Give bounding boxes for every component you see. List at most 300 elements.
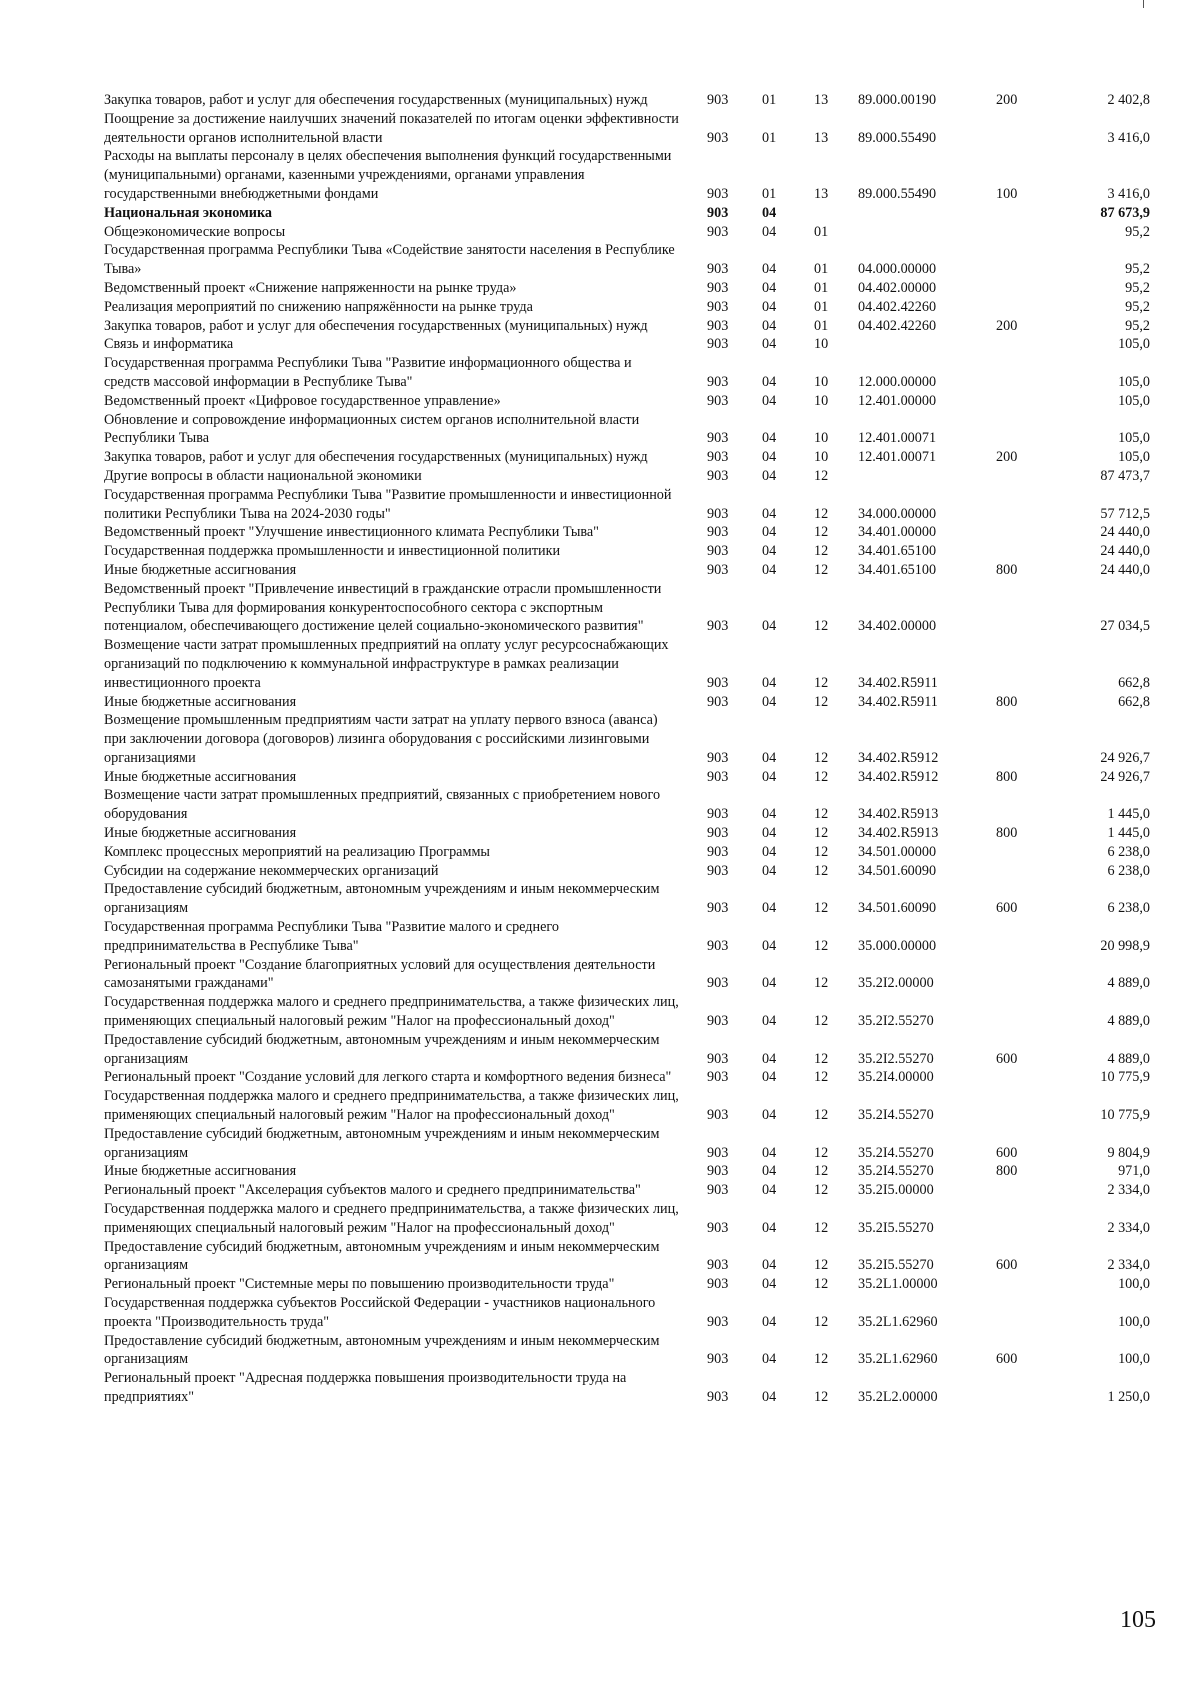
amount: 2 402,8 bbox=[1107, 92, 1150, 108]
budget-table bbox=[104, 91, 1154, 1407]
department-code: 903 bbox=[707, 373, 729, 390]
department-code: 903 bbox=[707, 449, 729, 466]
subsection-code: 12 bbox=[814, 900, 829, 917]
amount: 20 998,9 bbox=[1100, 937, 1150, 954]
amount: 24 926,7 bbox=[1100, 749, 1150, 766]
expense-type-code: 600 bbox=[996, 1050, 1018, 1067]
target-article-code: 12.401.00000 bbox=[858, 392, 937, 409]
table-row bbox=[104, 1031, 1154, 1069]
department-code: 903 bbox=[707, 1313, 729, 1330]
amount: 100,0 bbox=[1118, 1351, 1150, 1368]
target-article-code: 34.501.00000 bbox=[858, 843, 937, 860]
subsection-code: 12 bbox=[814, 1144, 829, 1161]
subsection-code: 12 bbox=[814, 1276, 829, 1293]
target-article-code: 34.402.R5912 bbox=[858, 749, 939, 766]
department-code: 903 bbox=[707, 749, 729, 766]
department-code: 903 bbox=[707, 1107, 729, 1124]
expense-type-code: 600 bbox=[996, 1257, 1018, 1274]
target-article-code: 12.401.00071 bbox=[858, 449, 937, 466]
table-row bbox=[104, 843, 1154, 862]
target-article-code: 04.402.42260 bbox=[858, 298, 937, 315]
section-code: 04 bbox=[762, 1257, 777, 1274]
department-code: 903 bbox=[707, 129, 729, 146]
amount: 24 440,0 bbox=[1100, 543, 1150, 560]
section-code: 04 bbox=[762, 618, 777, 635]
amount: 1 445,0 bbox=[1107, 806, 1150, 823]
table-row bbox=[104, 223, 1154, 242]
amount: 95,2 bbox=[1125, 317, 1150, 334]
expense-name: Иные бюджетные ассигнования bbox=[104, 561, 297, 578]
table-row bbox=[104, 918, 1154, 956]
expense-name: Региональный проект "Создание условий для легкого старта и комфортного ведения бизнеса" bbox=[104, 1069, 672, 1086]
department-code: 903 bbox=[707, 1219, 729, 1236]
expense-name: Предоставление субсидий бюджетным, автономным учреждениям и иным некоммерческим организациям bbox=[104, 1332, 660, 1368]
subsection-code: 12 bbox=[814, 561, 829, 578]
subsection-code: 12 bbox=[814, 467, 829, 484]
target-article-code: 04.402.00000 bbox=[858, 279, 937, 296]
expense-type-code: 800 bbox=[996, 561, 1018, 578]
department-code: 903 bbox=[707, 862, 729, 879]
section-code: 04 bbox=[762, 937, 777, 954]
expense-name: Региональный проект "Акселерация субъектов малого и среднего предпринимательства" bbox=[104, 1182, 641, 1199]
table-row bbox=[104, 711, 1154, 767]
section-code: 04 bbox=[762, 1050, 777, 1067]
department-code: 903 bbox=[707, 825, 729, 842]
expense-name: Предоставление субсидий бюджетным, автономным учреждениям и иным некоммерческим организациям bbox=[104, 1031, 660, 1067]
table-row bbox=[104, 862, 1154, 881]
amount: 87 673,9 bbox=[1100, 204, 1150, 221]
target-article-code: 34.402.R5911 bbox=[858, 674, 938, 691]
expense-name: Комплекс процессных мероприятий на реализацию Программы bbox=[104, 843, 490, 860]
target-article-code: 35.2I5.55270 bbox=[858, 1257, 934, 1274]
expense-type-code: 800 bbox=[996, 825, 1018, 842]
amount: 4 889,0 bbox=[1107, 975, 1150, 992]
target-article-code: 35.2I2.55270 bbox=[858, 1050, 934, 1067]
department-code: 903 bbox=[707, 618, 729, 635]
subsection-code: 13 bbox=[814, 129, 829, 146]
expense-name: Региональный проект "Создание благоприятных условий для осуществления деятельности самозанятыми гражданами" bbox=[104, 956, 656, 992]
expense-name: Субсидии на содержание некоммерческих организаций bbox=[104, 862, 439, 879]
target-article-code: 89.000.00190 bbox=[858, 92, 937, 108]
amount: 105,0 bbox=[1118, 449, 1150, 466]
section-code: 04 bbox=[762, 1069, 777, 1086]
amount: 24 440,0 bbox=[1100, 561, 1150, 578]
department-code: 903 bbox=[707, 806, 729, 823]
table-row bbox=[104, 1275, 1154, 1294]
subsection-code: 12 bbox=[814, 862, 829, 879]
subsection-code: 12 bbox=[814, 825, 829, 842]
expense-name: Ведомственный проект «Снижение напряженности на рынке труда» bbox=[104, 279, 517, 296]
amount: 95,2 bbox=[1125, 261, 1150, 278]
target-article-code: 35.2L1.62960 bbox=[858, 1313, 938, 1330]
expense-name: Государственная поддержка промышленности и инвестиционной политики bbox=[104, 543, 561, 560]
department-code: 903 bbox=[707, 693, 729, 710]
subsection-code: 12 bbox=[814, 674, 829, 691]
amount: 27 034,5 bbox=[1100, 618, 1150, 635]
department-code: 903 bbox=[707, 900, 729, 917]
expense-name: Ведомственный проект "Улучшение инвестиционного климата Республики Тыва" bbox=[104, 524, 599, 541]
subsection-code: 10 bbox=[814, 336, 829, 353]
table-row bbox=[104, 636, 1154, 692]
table-row bbox=[104, 147, 1154, 203]
section-code: 04 bbox=[762, 336, 777, 353]
expense-name: Региональный проект "Адресная поддержка повышения производительности труда на предприятиях" bbox=[104, 1370, 627, 1405]
amount: 105,0 bbox=[1118, 336, 1150, 353]
subsection-code: 12 bbox=[814, 693, 829, 710]
table-row bbox=[104, 241, 1154, 279]
subsection-code: 12 bbox=[814, 1182, 829, 1199]
department-code: 903 bbox=[707, 937, 729, 954]
section-code: 04 bbox=[762, 1013, 777, 1030]
section-code: 04 bbox=[762, 693, 777, 710]
target-article-code: 35.2I2.00000 bbox=[858, 975, 934, 992]
table-row bbox=[104, 317, 1154, 336]
subsection-code: 12 bbox=[814, 1388, 829, 1405]
section-code: 04 bbox=[762, 449, 777, 466]
table-row bbox=[104, 1200, 1154, 1238]
subsection-code: 12 bbox=[814, 1257, 829, 1274]
table-row bbox=[104, 956, 1154, 994]
expense-type-code: 600 bbox=[996, 1144, 1018, 1161]
section-code: 04 bbox=[762, 1144, 777, 1161]
amount: 95,2 bbox=[1125, 279, 1150, 296]
target-article-code: 35.2I4.00000 bbox=[858, 1069, 934, 1086]
amount: 95,2 bbox=[1125, 298, 1150, 315]
amount: 971,0 bbox=[1118, 1163, 1150, 1180]
target-article-code: 35.2I5.00000 bbox=[858, 1182, 934, 1199]
subsection-code: 12 bbox=[814, 505, 829, 522]
expense-name: Закупка товаров, работ и услуг для обеспечения государственных (муниципальных) нужд bbox=[104, 317, 648, 334]
target-article-code: 34.401.65100 bbox=[858, 561, 937, 578]
amount: 87 473,7 bbox=[1100, 467, 1150, 484]
amount: 57 712,5 bbox=[1100, 505, 1150, 522]
section-code: 04 bbox=[762, 674, 777, 691]
table-row bbox=[104, 523, 1154, 542]
section-code: 04 bbox=[762, 223, 777, 240]
table-row bbox=[104, 1087, 1154, 1125]
subsection-code: 12 bbox=[814, 1163, 829, 1180]
amount: 95,2 bbox=[1125, 223, 1150, 240]
department-code: 903 bbox=[707, 430, 729, 447]
subsection-code: 01 bbox=[814, 261, 829, 278]
expense-name: Государственная поддержка субъектов Российской Федерации - участников национального проекта "Производительность труда" bbox=[104, 1295, 656, 1330]
department-code: 903 bbox=[707, 1069, 729, 1086]
amount: 662,8 bbox=[1118, 674, 1150, 691]
expense-name: Государственная программа Республики Тыва «Содействие занятости населения в Республике Тыва» bbox=[104, 242, 675, 278]
amount: 10 775,9 bbox=[1100, 1069, 1150, 1086]
table-row bbox=[104, 279, 1154, 298]
expense-name: Ведомственный проект «Цифровое государственное управление» bbox=[104, 392, 501, 409]
table-row bbox=[104, 580, 1154, 636]
target-article-code: 35.000.00000 bbox=[858, 937, 937, 954]
section-code: 04 bbox=[762, 261, 777, 278]
subsection-code: 12 bbox=[814, 843, 829, 860]
expense-name: Обновление и сопровождение информационных систем органов исполнительной власти Республики Тыва bbox=[104, 411, 640, 447]
subsection-code: 10 bbox=[814, 373, 829, 390]
table-row bbox=[104, 786, 1154, 824]
department-code: 903 bbox=[707, 92, 729, 108]
department-code: 903 bbox=[707, 843, 729, 860]
expense-name: Предоставление субсидий бюджетным, автономным учреждениям и иным некоммерческим организациям bbox=[104, 1238, 660, 1274]
table-row bbox=[104, 993, 1154, 1031]
subsection-code: 01 bbox=[814, 317, 829, 334]
subsection-code: 01 bbox=[814, 298, 829, 315]
amount: 2 334,0 bbox=[1107, 1219, 1150, 1236]
expense-name: Расходы на выплаты персоналу в целях обеспечения выполнения функций государственными (муниципальными) органами, казенными учреждениями, органами управления государственными внебюджетными фондами bbox=[104, 148, 672, 202]
section-code: 04 bbox=[762, 1351, 777, 1368]
table-row bbox=[104, 354, 1154, 392]
table-row bbox=[104, 1332, 1154, 1370]
department-code: 903 bbox=[707, 298, 729, 315]
expense-name: Возмещение части затрат промышленных предприятий на оплату услуг ресурсоснабжающих организаций по подключению к коммунальной инфраструктуре в рамках реализации инвестиционного проекта bbox=[104, 637, 669, 691]
expense-type-code: 600 bbox=[996, 1351, 1018, 1368]
table-row bbox=[104, 110, 1154, 148]
target-article-code: 34.402.R5912 bbox=[858, 768, 939, 785]
department-code: 903 bbox=[707, 975, 729, 992]
table-row bbox=[104, 91, 1154, 110]
department-code: 903 bbox=[707, 1144, 729, 1161]
department-code: 903 bbox=[707, 1351, 729, 1368]
section-code: 04 bbox=[762, 298, 777, 315]
target-article-code: 34.402.R5911 bbox=[858, 693, 938, 710]
expense-name: Государственная программа Республики Тыва "Развитие промышленности и инвестиционной политики Республики Тыва на 2024-2030 годы" bbox=[104, 486, 672, 522]
subsection-code: 10 bbox=[814, 449, 829, 466]
table-row bbox=[104, 448, 1154, 467]
expense-name: Государственная поддержка малого и среднего предпринимательства, а также физических лиц, применяющих специальный налоговый режим "Налог на профессиональный доход" bbox=[104, 1201, 679, 1236]
department-code: 903 bbox=[707, 543, 729, 560]
expense-name: Общеэкономические вопросы bbox=[104, 223, 286, 240]
section-code: 04 bbox=[762, 975, 777, 992]
subsection-code: 12 bbox=[814, 1313, 829, 1330]
expense-name: Реализация мероприятий по снижению напряжённости на рынке труда bbox=[104, 298, 533, 315]
department-code: 903 bbox=[707, 1163, 729, 1180]
subsection-code: 12 bbox=[814, 749, 829, 766]
department-code: 903 bbox=[707, 1013, 729, 1030]
department-code: 903 bbox=[707, 1388, 729, 1405]
table-row bbox=[104, 1162, 1154, 1181]
section-code: 01 bbox=[762, 185, 777, 202]
amount: 2 334,0 bbox=[1107, 1182, 1150, 1199]
amount: 662,8 bbox=[1118, 693, 1150, 710]
target-article-code: 04.000.00000 bbox=[858, 261, 937, 278]
expense-name: Иные бюджетные ассигнования bbox=[104, 825, 297, 842]
subsection-code: 12 bbox=[814, 543, 829, 560]
department-code: 903 bbox=[707, 1050, 729, 1067]
table-row bbox=[104, 824, 1154, 843]
expense-name: Возмещение части затрат промышленных предприятий, связанных с приобретением нового оборудования bbox=[104, 787, 661, 823]
target-article-code: 35.2I4.55270 bbox=[858, 1107, 934, 1124]
subsection-code: 10 bbox=[814, 392, 829, 409]
target-article-code: 89.000.55490 bbox=[858, 185, 937, 202]
expense-name: Закупка товаров, работ и услуг для обеспечения государственных (муниципальных) нужд bbox=[104, 92, 648, 108]
section-code: 04 bbox=[762, 373, 777, 390]
section-code: 04 bbox=[762, 900, 777, 917]
expense-name: Поощрение за достижение наилучших значений показателей по итогам оценки эффективности деятельности органов исполнительной власти bbox=[104, 110, 679, 146]
subsection-code: 12 bbox=[814, 1107, 829, 1124]
amount: 3 416,0 bbox=[1107, 129, 1150, 146]
expense-type-code: 800 bbox=[996, 693, 1018, 710]
expense-name: Государственная программа Республики Тыва "Развитие информационного общества и средств массовой информации в Республике Тыва" bbox=[104, 355, 632, 390]
subsection-code: 12 bbox=[814, 1351, 829, 1368]
department-code: 903 bbox=[707, 223, 729, 240]
table-row bbox=[104, 1238, 1154, 1276]
section-code: 04 bbox=[762, 204, 777, 221]
subsection-code: 01 bbox=[814, 223, 829, 240]
amount: 4 889,0 bbox=[1107, 1050, 1150, 1067]
section-code: 04 bbox=[762, 543, 777, 560]
table-row bbox=[104, 467, 1154, 486]
subsection-code: 12 bbox=[814, 524, 829, 541]
department-code: 903 bbox=[707, 204, 729, 221]
target-article-code: 34.402.00000 bbox=[858, 618, 937, 635]
expense-type-code: 200 bbox=[996, 92, 1018, 108]
section-code: 04 bbox=[762, 1276, 777, 1293]
amount: 9 804,9 bbox=[1107, 1144, 1150, 1161]
table-row bbox=[104, 768, 1154, 787]
expense-name: Государственная программа Республики Тыва "Развитие малого и среднего предпринимательства в Республике Тыва" bbox=[104, 919, 559, 954]
target-article-code: 35.2I5.55270 bbox=[858, 1219, 934, 1236]
target-article-code: 12.000.00000 bbox=[858, 373, 937, 390]
subsection-code: 12 bbox=[814, 618, 829, 635]
department-code: 903 bbox=[707, 317, 729, 334]
section-code: 04 bbox=[762, 317, 777, 334]
table-row bbox=[104, 1181, 1154, 1200]
section-code: 04 bbox=[762, 1388, 777, 1405]
amount: 3 416,0 bbox=[1107, 185, 1150, 202]
expense-type-code: 800 bbox=[996, 768, 1018, 785]
subsection-code: 12 bbox=[814, 1219, 829, 1236]
table-row bbox=[104, 1068, 1154, 1087]
amount: 24 926,7 bbox=[1100, 768, 1150, 785]
expense-name: Иные бюджетные ассигнования bbox=[104, 1163, 297, 1180]
subsection-code: 12 bbox=[814, 1069, 829, 1086]
target-article-code: 34.501.60090 bbox=[858, 900, 937, 917]
amount: 105,0 bbox=[1118, 373, 1150, 390]
amount: 24 440,0 bbox=[1100, 524, 1150, 541]
target-article-code: 89.000.55490 bbox=[858, 129, 937, 146]
expense-name: Ведомственный проект "Привлечение инвестиций в гражданские отрасли промышленности Республики Тыва для формирования конкурентоспособного сектора с экспортным потенциалом, обеспечивающего достижение целей социально-экономического развития" bbox=[104, 580, 662, 635]
expense-type-code: 200 bbox=[996, 317, 1018, 334]
section-code: 04 bbox=[762, 561, 777, 578]
amount: 4 889,0 bbox=[1107, 1013, 1150, 1030]
page-number: 105 bbox=[1120, 1607, 1156, 1633]
department-code: 903 bbox=[707, 524, 729, 541]
table-row bbox=[104, 486, 1154, 524]
target-article-code: 04.402.42260 bbox=[858, 317, 937, 334]
subsection-code: 12 bbox=[814, 768, 829, 785]
expense-name: Иные бюджетные ассигнования bbox=[104, 693, 297, 710]
target-article-code: 34.501.60090 bbox=[858, 862, 937, 879]
subsection-code: 01 bbox=[814, 279, 829, 296]
section-code: 04 bbox=[762, 768, 777, 785]
table-row bbox=[104, 335, 1154, 354]
department-code: 903 bbox=[707, 1182, 729, 1199]
department-code: 903 bbox=[707, 392, 729, 409]
amount: 1 250,0 bbox=[1107, 1388, 1150, 1405]
expense-name: Государственная поддержка малого и среднего предпринимательства, а также физических лиц, применяющих специальный налоговый режим "Налог на профессиональный доход" bbox=[104, 994, 679, 1030]
amount: 6 238,0 bbox=[1107, 900, 1150, 917]
subsection-code: 10 bbox=[814, 430, 829, 447]
subsection-code: 13 bbox=[814, 185, 829, 202]
section-code: 04 bbox=[762, 1163, 777, 1180]
expense-type-code: 600 bbox=[996, 900, 1018, 917]
target-article-code: 35.2I4.55270 bbox=[858, 1144, 934, 1161]
target-article-code: 35.2L2.00000 bbox=[858, 1388, 938, 1405]
amount: 10 775,9 bbox=[1100, 1107, 1150, 1124]
target-article-code: 34.401.65100 bbox=[858, 543, 937, 560]
target-article-code: 34.401.00000 bbox=[858, 524, 937, 541]
section-code: 04 bbox=[762, 1219, 777, 1236]
department-code: 903 bbox=[707, 768, 729, 785]
table-row bbox=[104, 693, 1154, 712]
expense-name: Закупка товаров, работ и услуг для обеспечения государственных (муниципальных) нужд bbox=[104, 449, 648, 466]
section-code: 04 bbox=[762, 430, 777, 447]
table-row bbox=[104, 880, 1154, 918]
amount: 6 238,0 bbox=[1107, 862, 1150, 879]
target-article-code: 35.2L1.00000 bbox=[858, 1276, 938, 1293]
department-code: 903 bbox=[707, 561, 729, 578]
amount: 1 445,0 bbox=[1107, 825, 1150, 842]
expense-name: Предоставление субсидий бюджетным, автономным учреждениям и иным некоммерческим организациям bbox=[104, 1125, 660, 1161]
target-article-code: 34.402.R5913 bbox=[858, 806, 939, 823]
department-code: 903 bbox=[707, 261, 729, 278]
department-code: 903 bbox=[707, 185, 729, 202]
expense-name: Предоставление субсидий бюджетным, автономным учреждениям и иным некоммерческим организациям bbox=[104, 881, 660, 917]
section-code: 04 bbox=[762, 524, 777, 541]
expense-type-code: 800 bbox=[996, 1163, 1018, 1180]
section-code: 04 bbox=[762, 862, 777, 879]
table-row bbox=[104, 1125, 1154, 1163]
subsection-code: 12 bbox=[814, 975, 829, 992]
table-row bbox=[104, 561, 1154, 580]
expense-name: Иные бюджетные ассигнования bbox=[104, 768, 297, 785]
target-article-code: 35.2I2.55270 bbox=[858, 1013, 934, 1030]
expense-name: Государственная поддержка малого и среднего предпринимательства, а также физических лиц, применяющих специальный налоговый режим "Налог на профессиональный доход" bbox=[104, 1088, 679, 1124]
amount: 6 238,0 bbox=[1107, 843, 1150, 860]
amount: 100,0 bbox=[1118, 1276, 1150, 1293]
section-code: 04 bbox=[762, 279, 777, 296]
section-code: 04 bbox=[762, 1313, 777, 1330]
target-article-code: 34.402.R5913 bbox=[858, 825, 939, 842]
target-article-code: 35.2L1.62960 bbox=[858, 1351, 938, 1368]
table-row bbox=[104, 542, 1154, 561]
table-row bbox=[104, 1369, 1154, 1407]
target-article-code: 34.000.00000 bbox=[858, 505, 937, 522]
expense-name: Региональный проект "Системные меры по повышению производительности труда" bbox=[104, 1276, 615, 1293]
page-edge-mark bbox=[1143, 0, 1144, 8]
department-code: 903 bbox=[707, 467, 729, 484]
table-row bbox=[104, 392, 1154, 411]
section-code: 01 bbox=[762, 92, 777, 108]
section-code: 01 bbox=[762, 129, 777, 146]
table-row bbox=[104, 298, 1154, 317]
subsection-code: 12 bbox=[814, 937, 829, 954]
expense-name: Национальная экономика bbox=[104, 204, 273, 221]
amount: 105,0 bbox=[1118, 430, 1150, 447]
amount: 100,0 bbox=[1118, 1313, 1150, 1330]
section-code: 04 bbox=[762, 1182, 777, 1199]
department-code: 903 bbox=[707, 674, 729, 691]
department-code: 903 bbox=[707, 505, 729, 522]
section-code: 04 bbox=[762, 505, 777, 522]
expense-type-code: 100 bbox=[996, 185, 1018, 202]
table-row bbox=[104, 204, 1154, 223]
section-code: 04 bbox=[762, 1107, 777, 1124]
expense-name: Возмещение промышленным предприятиям части затрат на уплату первого взноса (аванса) при заключении договора (договоров) лизинга оборудования с российскими лизинговыми организациями bbox=[104, 712, 658, 766]
department-code: 903 bbox=[707, 1257, 729, 1274]
section-code: 04 bbox=[762, 392, 777, 409]
table-row bbox=[104, 1294, 1154, 1332]
